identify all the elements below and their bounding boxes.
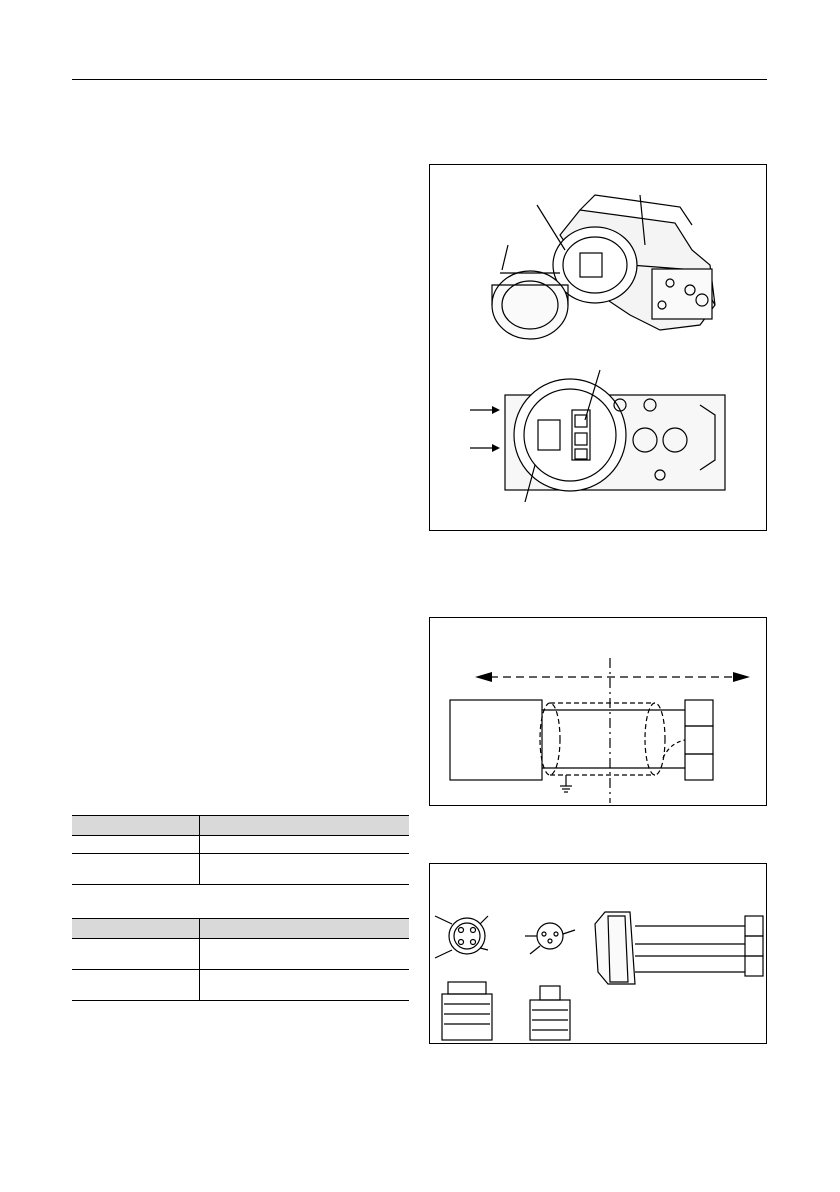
connectors-drawing [430, 864, 768, 1045]
table-cell [200, 854, 410, 885]
table-row [72, 970, 409, 1001]
table-1-header-1 [72, 816, 200, 836]
cable-drawing [430, 618, 768, 807]
table-2-header-2 [200, 919, 410, 939]
figure-housing [429, 164, 767, 531]
housing-drawing [430, 165, 768, 532]
table-cell [200, 970, 410, 1001]
table-cell [72, 939, 200, 970]
figure-cable-schematic [429, 617, 767, 806]
table-2 [72, 918, 409, 1001]
table-cell [200, 836, 410, 854]
table-1 [72, 815, 409, 885]
table-row [72, 836, 409, 854]
table-cell [72, 970, 200, 1001]
table-row [72, 854, 409, 885]
table-cell [72, 854, 200, 885]
table-row [72, 939, 409, 970]
header-rule [72, 79, 767, 80]
table-2-header-1 [72, 919, 200, 939]
table-1-header-2 [200, 816, 410, 836]
table-cell [200, 939, 410, 970]
table-cell [72, 836, 200, 854]
figure-connectors [429, 863, 767, 1044]
